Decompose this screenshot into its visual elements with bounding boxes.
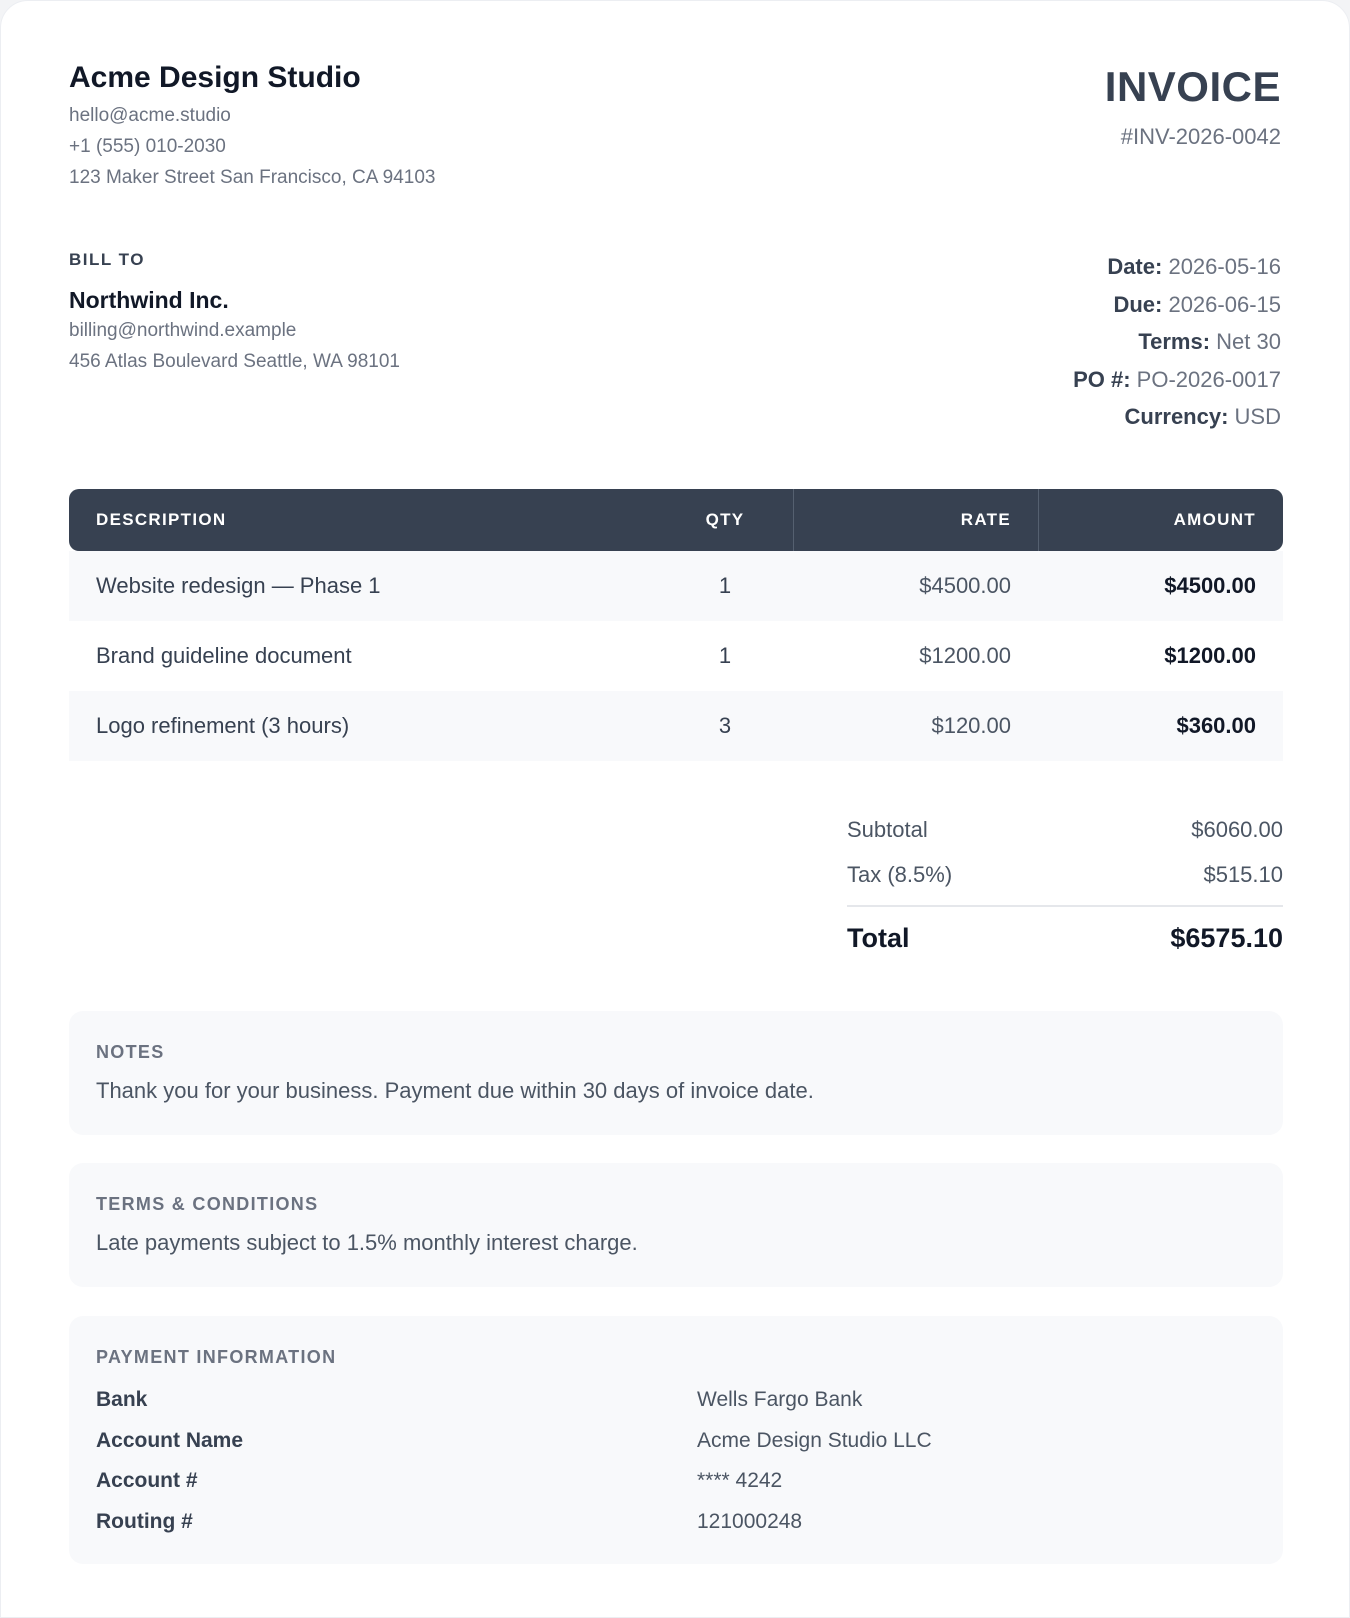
client-email: billing@northwind.example [69,320,297,341]
meta-key: PO #: [1073,366,1131,392]
subtotal-row [847,807,1283,852]
notes-text: Thank you for your business. Payment due within 30 days of invoice date. [96,1078,814,1103]
total-value: $6575.10 [1170,923,1283,953]
item-qty: 1 [657,551,793,621]
invoice-meta [1073,248,1281,436]
meta-po [1073,361,1281,399]
column-header-description: DESCRIPTION [69,489,657,551]
payment-value-account-number: **** 4242 [697,1469,783,1492]
item-rate: $1200.00 [919,643,1011,668]
client-name: Northwind Inc. [69,287,229,313]
payment-key-account-name: Account Name [96,1428,244,1452]
company-name: Acme Design Studio [69,61,361,94]
bill-to-label: BILL TO [69,250,145,269]
subtotal-value: $6060.00 [1191,817,1283,842]
company-phone: +1 (555) 010-2030 [69,136,226,157]
meta-due [1073,286,1281,324]
item-amount: $1200.00 [1164,643,1256,668]
item-amount: $360.00 [1038,691,1283,761]
bill-to-block [69,249,400,377]
item-description: Logo refinement (3 hours) [69,691,657,761]
total-label: Total [847,923,910,953]
payment-key-routing: Routing # [96,1509,193,1533]
meta-value: 2026-05-16 [1168,254,1281,279]
column-header-amount: AMOUNT [1038,489,1283,551]
invoice-number: #INV-2026-0042 [1120,124,1281,149]
client-address: 456 Atlas Boulevard Seattle, WA 98101 [69,351,400,372]
subtotal-label: Subtotal [847,817,928,842]
company-email: hello@acme.studio [69,105,231,126]
table-header-row [69,489,1283,551]
payment-label: PAYMENT INFORMATION [96,1347,337,1367]
meta-value: PO-2026-0017 [1136,366,1281,392]
line-items-table [69,489,1283,761]
meta-value: 2026-06-15 [1168,291,1281,317]
meta-key: Currency: [1124,404,1229,429]
payment-key-bank: Bank [96,1388,148,1411]
totals-block [847,807,1283,955]
item-description: Brand guideline document [96,643,352,668]
payment-value-routing: 121000248 [697,1509,803,1533]
item-amount: $4500.00 [1038,551,1283,621]
company-address: 123 Maker Street San Francisco, CA 94103 [69,167,436,188]
meta-key: Terms: [1138,329,1211,354]
notes-card [69,1011,1283,1135]
table-row [69,621,1283,691]
tax-row [847,852,1283,897]
meta-date [1073,248,1281,286]
table-row [69,691,1283,761]
column-header-qty: QTY [657,489,793,551]
payment-value-bank: Wells Fargo Bank [697,1388,863,1411]
meta-currency [1073,398,1281,436]
column-header-rate: RATE [793,489,1038,551]
tax-value: $515.10 [1203,862,1283,887]
terms-card [69,1163,1283,1287]
meta-terms [1073,323,1281,361]
invoice-header [1105,61,1281,151]
payment-key-account-number: Account # [96,1469,198,1492]
meta-value: Net 30 [1216,329,1281,354]
table-row [69,551,1283,621]
terms-label: TERMS & CONDITIONS [96,1194,319,1214]
payment-card [69,1316,1283,1564]
item-rate: $4500.00 [793,551,1038,621]
item-description: Website redesign — Phase 1 [69,551,657,621]
item-rate: $120.00 [793,691,1038,761]
meta-key: Due: [1113,291,1163,317]
terms-text: Late payments subject to 1.5% monthly interest charge. [96,1230,638,1255]
invoice-title: INVOICE [1104,63,1281,110]
item-qty: 1 [718,643,732,668]
notes-label: NOTES [96,1042,165,1062]
meta-value: USD [1234,404,1281,429]
company-block [69,59,435,193]
meta-key: Date: [1107,254,1163,279]
item-qty: 3 [657,691,793,761]
tax-label: Tax (8.5%) [847,862,953,887]
total-row [847,905,1283,955]
payment-value-account-name: Acme Design Studio LLC [697,1428,932,1452]
payment-details [96,1380,1256,1542]
